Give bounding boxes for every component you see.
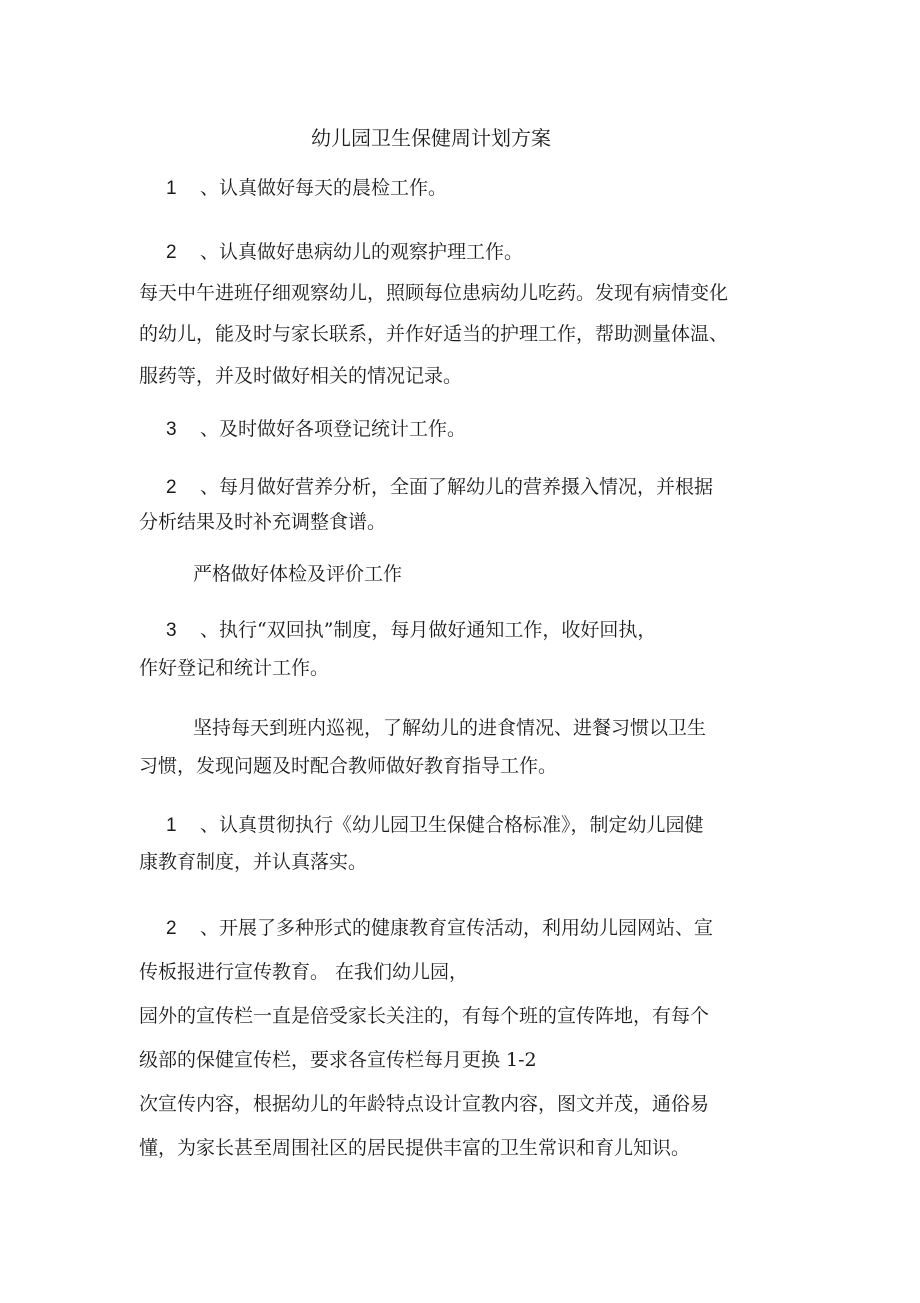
item-text: 、认真贯彻执行《幼儿园卫生保健合格标准》，制定幼儿园健 xyxy=(200,814,704,836)
item-number: 2 xyxy=(166,242,177,263)
item-number: 3 xyxy=(166,419,177,440)
paragraph-line: 严格做好体检及评价工作 xyxy=(193,563,403,585)
list-item xyxy=(166,618,656,643)
item-text: 、及时做好各项登记统计工作。 xyxy=(200,418,467,440)
list-item xyxy=(166,240,523,265)
item-text: 、每月做好营养分析，全面了解幼儿的营养摄入情况，并根据 xyxy=(200,476,714,498)
list-item xyxy=(166,176,447,201)
item-number: 3 xyxy=(166,620,177,641)
paragraph-line: 习惯，发现问题及时配合教师做好教育指导工作。 xyxy=(139,755,558,777)
paragraph-line: 坚持每天到班内巡视，了解幼儿的进食情况、进餐习惯以卫生 xyxy=(193,717,707,739)
item-number: 2 xyxy=(166,918,177,939)
paragraph-line: 级部的保健宣传栏，要求各宣传栏每月更换 1-2 xyxy=(139,1049,537,1071)
paragraph-line: 园外的宣传栏一直是倍受家长关注的，有每个班的宣传阵地，有每个 xyxy=(139,1005,710,1027)
paragraph-line: 作好登记和统计工作。 xyxy=(139,657,330,679)
item-number: 2 xyxy=(166,477,177,498)
paragraph-line: 次宣传内容，根据幼儿的年龄特点设计宣教内容，图文并茂，通俗易 xyxy=(139,1093,710,1115)
paragraph-line: 传板报进行宣传教育。 在我们幼儿园， xyxy=(139,961,469,983)
list-item xyxy=(166,417,466,442)
paragraph-line: 的幼儿，能及时与家长联系，并作好适当的护理工作，帮助测量体温、 xyxy=(139,323,729,345)
list-item xyxy=(166,916,713,941)
list-item xyxy=(166,475,713,500)
paragraph-line: 分析结果及时补充调整食谱。 xyxy=(139,511,387,533)
paragraph-line: 康教育制度，并认真落实。 xyxy=(139,851,368,873)
paragraph-line: 每天中午进班仔细观察幼儿，照顾每位患病幼儿吃药。发现有病情变化 xyxy=(139,282,729,304)
item-number: 1 xyxy=(166,178,177,199)
item-text: 、执行“双回执”制度，每月做好通知工作，收好回执， xyxy=(200,619,657,641)
item-text: 、开展了多种形式的健康教育宣传活动，利用幼儿园网站、宣 xyxy=(200,917,714,939)
item-text: 、认真做好每天的晨检工作。 xyxy=(200,177,448,199)
page-title: 幼儿园卫生保健周计划方案 xyxy=(311,126,551,150)
paragraph-line: 服药等，并及时做好相关的情况记录。 xyxy=(139,365,463,387)
item-number: 1 xyxy=(166,815,177,836)
list-item xyxy=(166,813,704,838)
paragraph-line: 懂，为家长甚至周围社区的居民提供丰富的卫生常识和育儿知识。 xyxy=(139,1137,691,1159)
item-text: 、认真做好患病幼儿的观察护理工作。 xyxy=(200,241,524,263)
